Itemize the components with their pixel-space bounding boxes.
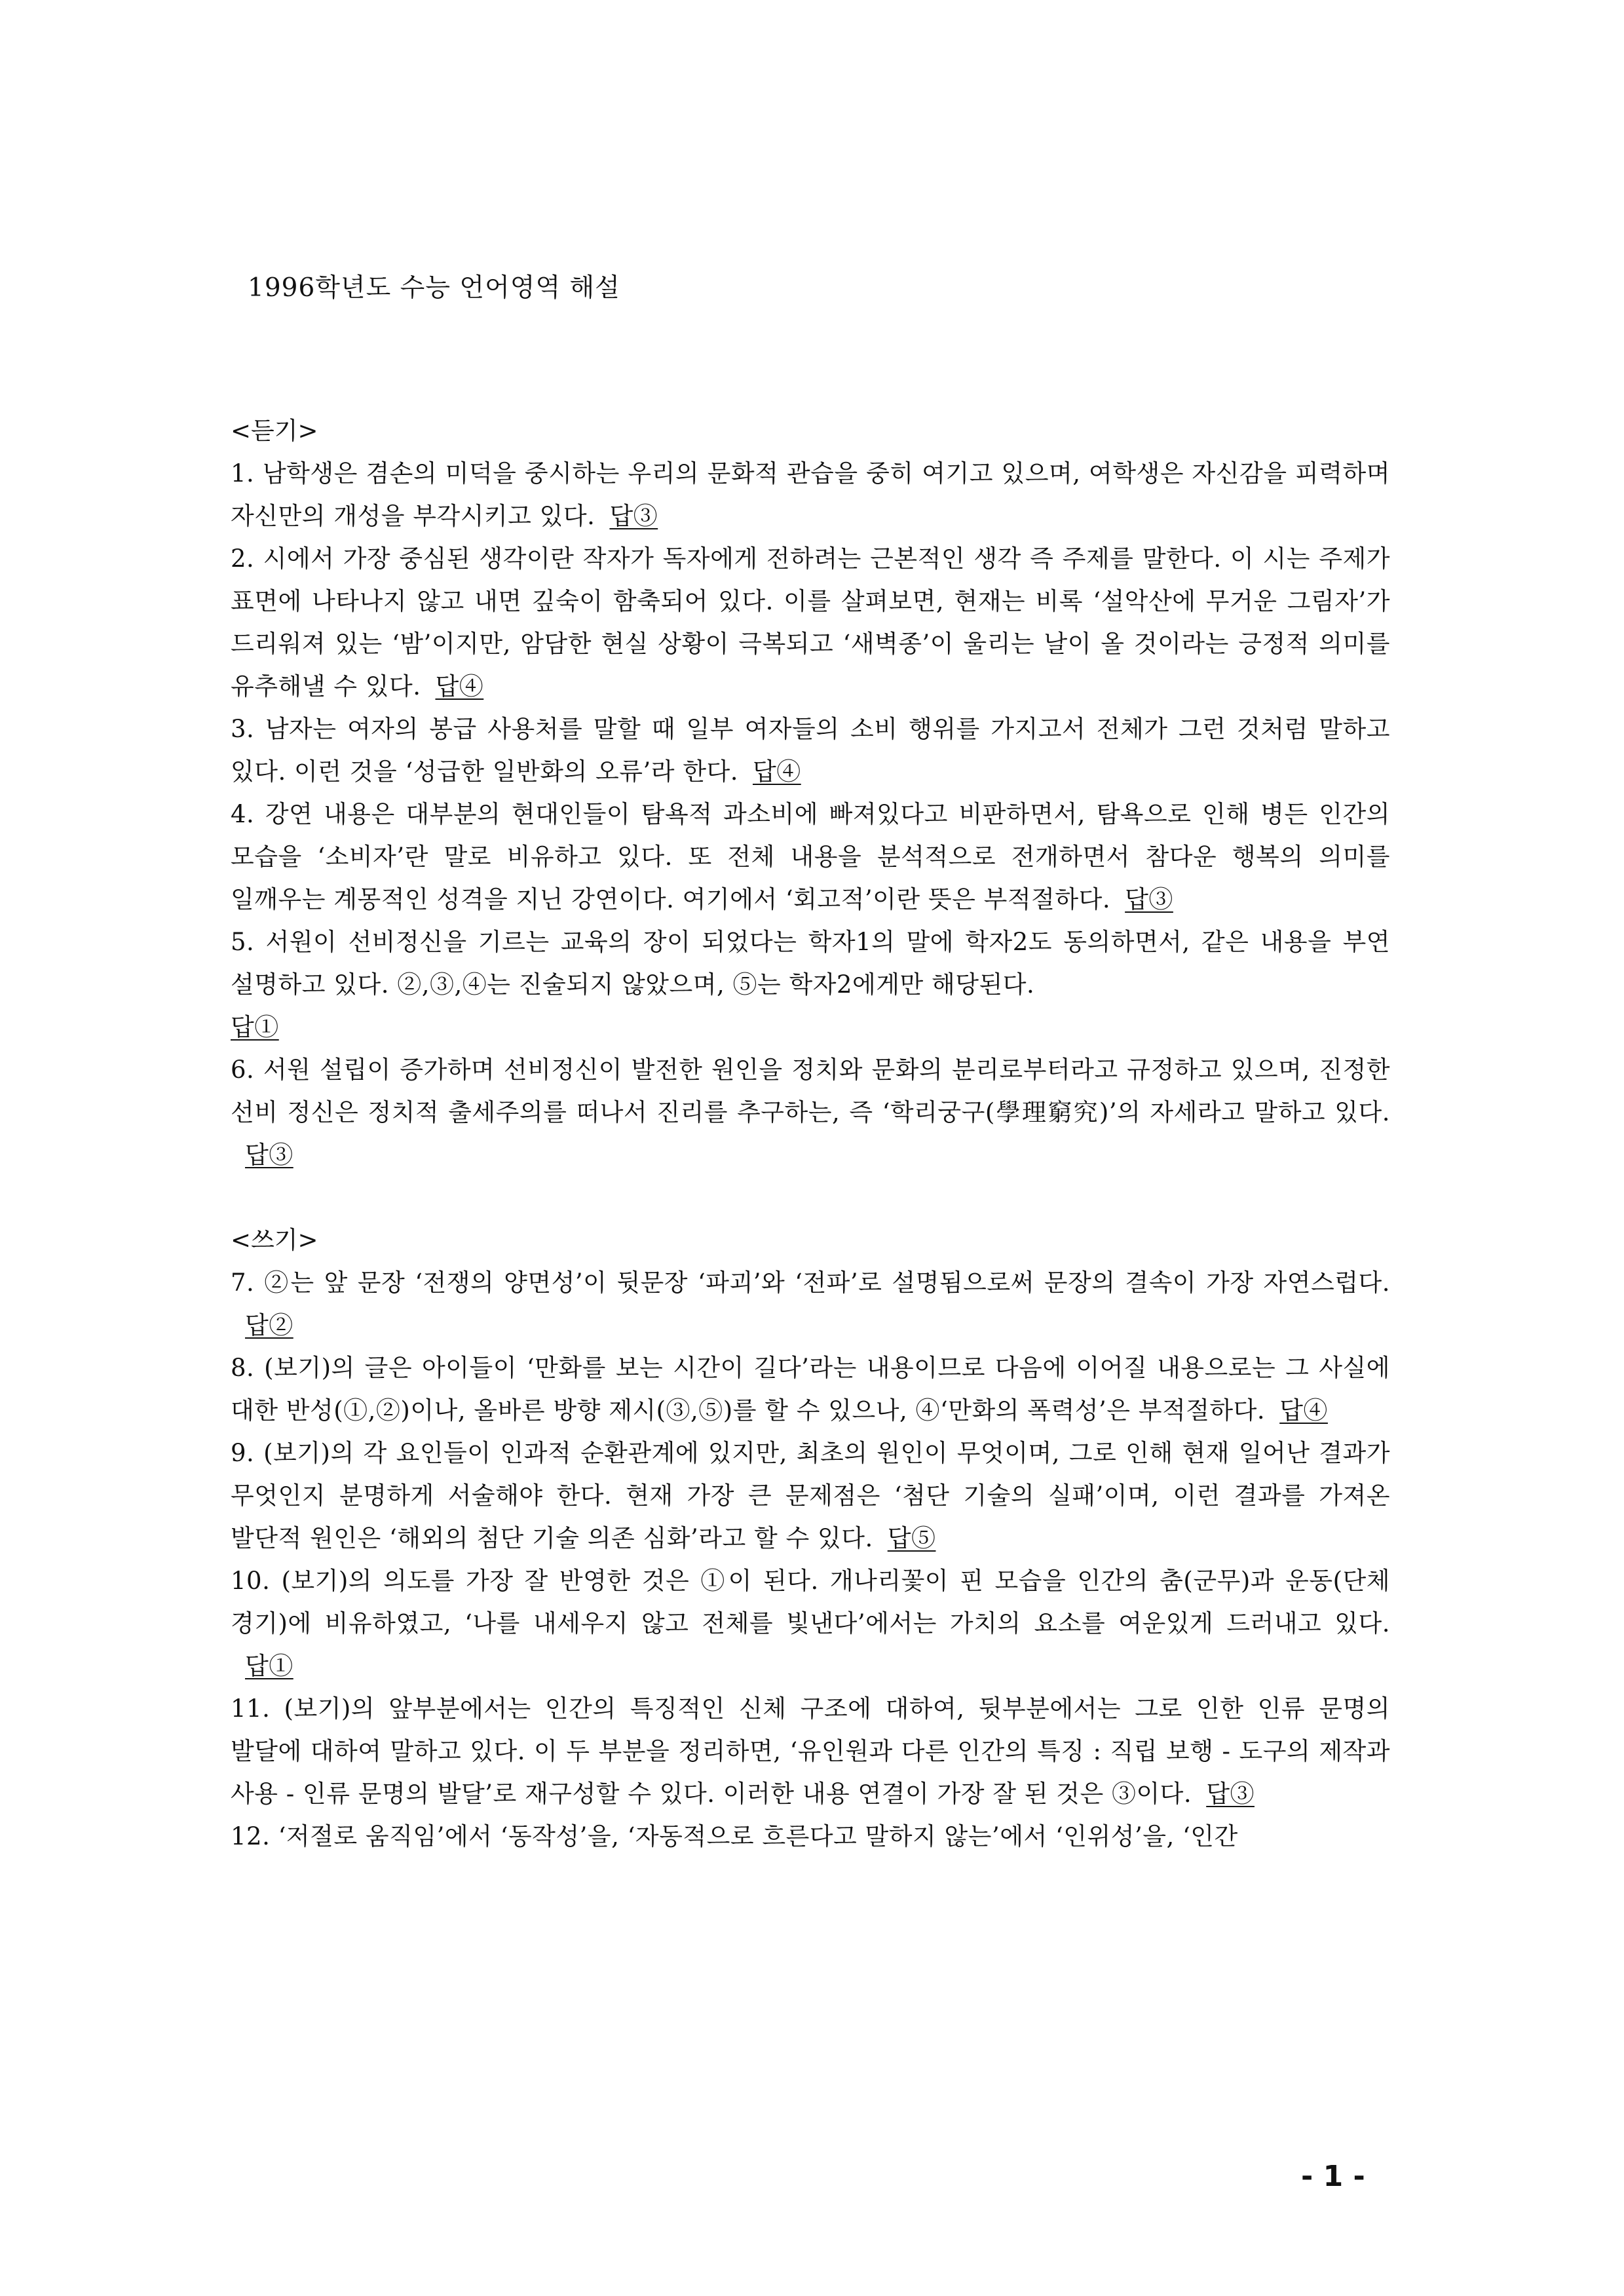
item-text: 6. 서원 설립이 증가하며 선비정신이 발전한 원인을 정치와 문화의 분리로부터라고 규정하고 있으며, 진정한 선비 정신은 정치적 출세주의를 떠나서 진리를 추구하는, 즉 ‘학리궁구(學理窮究)’의 자세라고 말하고 있다. (231, 1056, 1390, 1126)
page-title: 1996학년도 수능 언어영역 해설 (248, 273, 620, 303)
question-item (231, 1432, 1390, 1559)
question-item (231, 1048, 1390, 1176)
item-text: 4. 강연 내용은 대부분의 현대인들이 탐욕적 과소비에 빠져있다고 비판하면서, 탐욕으로 인해 병든 인간의 모습을 ‘소비자’란 말로 비유하고 있다. 또 전체 내용을 분석적으로 전개하면서 참다운 행복의 의미를 일깨우는 계몽적인 성격을 지닌 강연이다. 여기에서 ‘회고적’이란 뜻은 부적절하다. (231, 800, 1391, 913)
answer-mark: 답④ (752, 757, 801, 786)
answer-mark: 답③ (1125, 885, 1173, 913)
question-item (231, 1261, 1390, 1347)
answer-mark: 답① (231, 1013, 279, 1041)
question-item (231, 537, 1390, 708)
question-item (231, 921, 1390, 1048)
answer-mark: 답⑤ (887, 1524, 936, 1552)
question-item (231, 708, 1390, 793)
answer-mark: 답② (245, 1311, 293, 1339)
question-item (231, 1687, 1390, 1815)
question-item (231, 452, 1390, 537)
answer-mark: 답④ (1279, 1396, 1328, 1425)
section-label: <듣기> (231, 417, 318, 445)
question-item (231, 1815, 1390, 1858)
item-text: 8. (보기)의 글은 아이들이 ‘만화를 보는 시간이 길다’라는 내용이므로 다음에 이어질 내용으로는 그 사실에 대한 반성(①,②)이나, 올바른 방향 제시(③,⑤)를 할 수 있으나, ④‘만화의 폭력성’은 부적절하다. (231, 1354, 1390, 1425)
question-item (231, 1347, 1390, 1432)
answer-mark: 답① (245, 1652, 293, 1680)
document-body (231, 410, 1390, 1858)
section-spacer (231, 1176, 1390, 1219)
question-item (231, 1559, 1390, 1687)
item-text: 2. 시에서 가장 중심된 생각이란 작자가 독자에게 전하려는 근본적인 생각 즉 주제를 말한다. 이 시는 주제가 표면에 나타나지 않고 내면 깊숙이 함축되어 있다. 이를 살펴보면, 현재는 비록 ‘설악산에 무거운 그림자’가 드리워져 있는 ‘밤’이지만, 암담한 현실 상황이 극복되고 ‘새벽종’이 울리는 날이 올 것이라는 긍정적 의미를 유추해낼 수 있다. (231, 545, 1390, 700)
item-text: 1. 남학생은 겸손의 미덕을 중시하는 우리의 문화적 관습을 중히 여기고 있으며, 여학생은 자신감을 피력하며 자신만의 개성을 부각시키고 있다. (231, 459, 1390, 530)
page-number: - 1 - (1301, 2160, 1365, 2193)
item-text: 7. ②는 앞 문장 ‘전쟁의 양면성’이 뒷문장 ‘파괴’와 ‘전파’로 설명됨으로써 문장의 결속이 가장 자연스럽다. (231, 1269, 1390, 1297)
question-item (231, 793, 1390, 921)
item-text: 10. (보기)의 의도를 가장 잘 반영한 것은 ①이 된다. 개나리꽃이 핀 모습을 인간의 춤(군무)과 운동(단체 경기)에 비유하였고, ‘나를 내세우지 않고 전체를 빛낸다’에서는 가치의 요소를 여운있게 드러내고 있다. (231, 1567, 1390, 1637)
section-label: <쓰기> (231, 1226, 318, 1254)
answer-mark: 답③ (1206, 1780, 1255, 1808)
section-listening (231, 410, 1390, 1176)
item-text: 12. ‘저절로 움직임’에서 ‘동작성’을, ‘자동적으로 흐른다고 말하지 않는’에서 ‘인위성’을, ‘인간 (231, 1822, 1238, 1850)
item-text: 9. (보기)의 각 요인들이 인과적 순환관계에 있지만, 최초의 원인이 무엇이며, 그로 인해 현재 일어난 결과가 무엇인지 분명하게 서술해야 한다. 현재 가장 큰 문제점은 ‘첨단 기술의 실패’이며, 이런 결과를 가져온 발단적 원인은 ‘해외의 첨단 기술 의존 심화’라고 할 수 있다. (231, 1439, 1390, 1552)
item-text: 5. 서원이 선비정신을 기르는 교육의 장이 되었다는 학자1의 말에 학자2도 동의하면서, 같은 내용을 부연 설명하고 있다. ②,③,④는 진술되지 않았으며, ⑤는 학자2에게만 해당된다. (231, 928, 1390, 999)
answer-mark: 답③ (609, 502, 658, 530)
answer-mark: 답③ (245, 1141, 293, 1169)
item-text: 11. (보기)의 앞부분에서는 인간의 특징적인 신체 구조에 대하여, 뒷부분에서는 그로 인한 인류 문명의 발달에 대하여 말하고 있다. 이 두 부분을 정리하면, ‘유인원과 다른 인간의 특징 : 직립 보행 - 도구의 제작과 사용 - 인류 문명의 발달’로 재구성할 수 있다. 이러한 내용 연결이 가장 잘 된 것은 ③이다. (231, 1694, 1390, 1808)
section-writing (231, 1219, 1390, 1858)
answer-mark: 답④ (435, 672, 484, 700)
item-text: 3. 남자는 여자의 봉급 사용처를 말할 때 일부 여자들의 소비 행위를 가지고서 전체가 그런 것처럼 말하고 있다. 이런 것을 ‘성급한 일반화의 오류’라 한다. (231, 715, 1390, 786)
